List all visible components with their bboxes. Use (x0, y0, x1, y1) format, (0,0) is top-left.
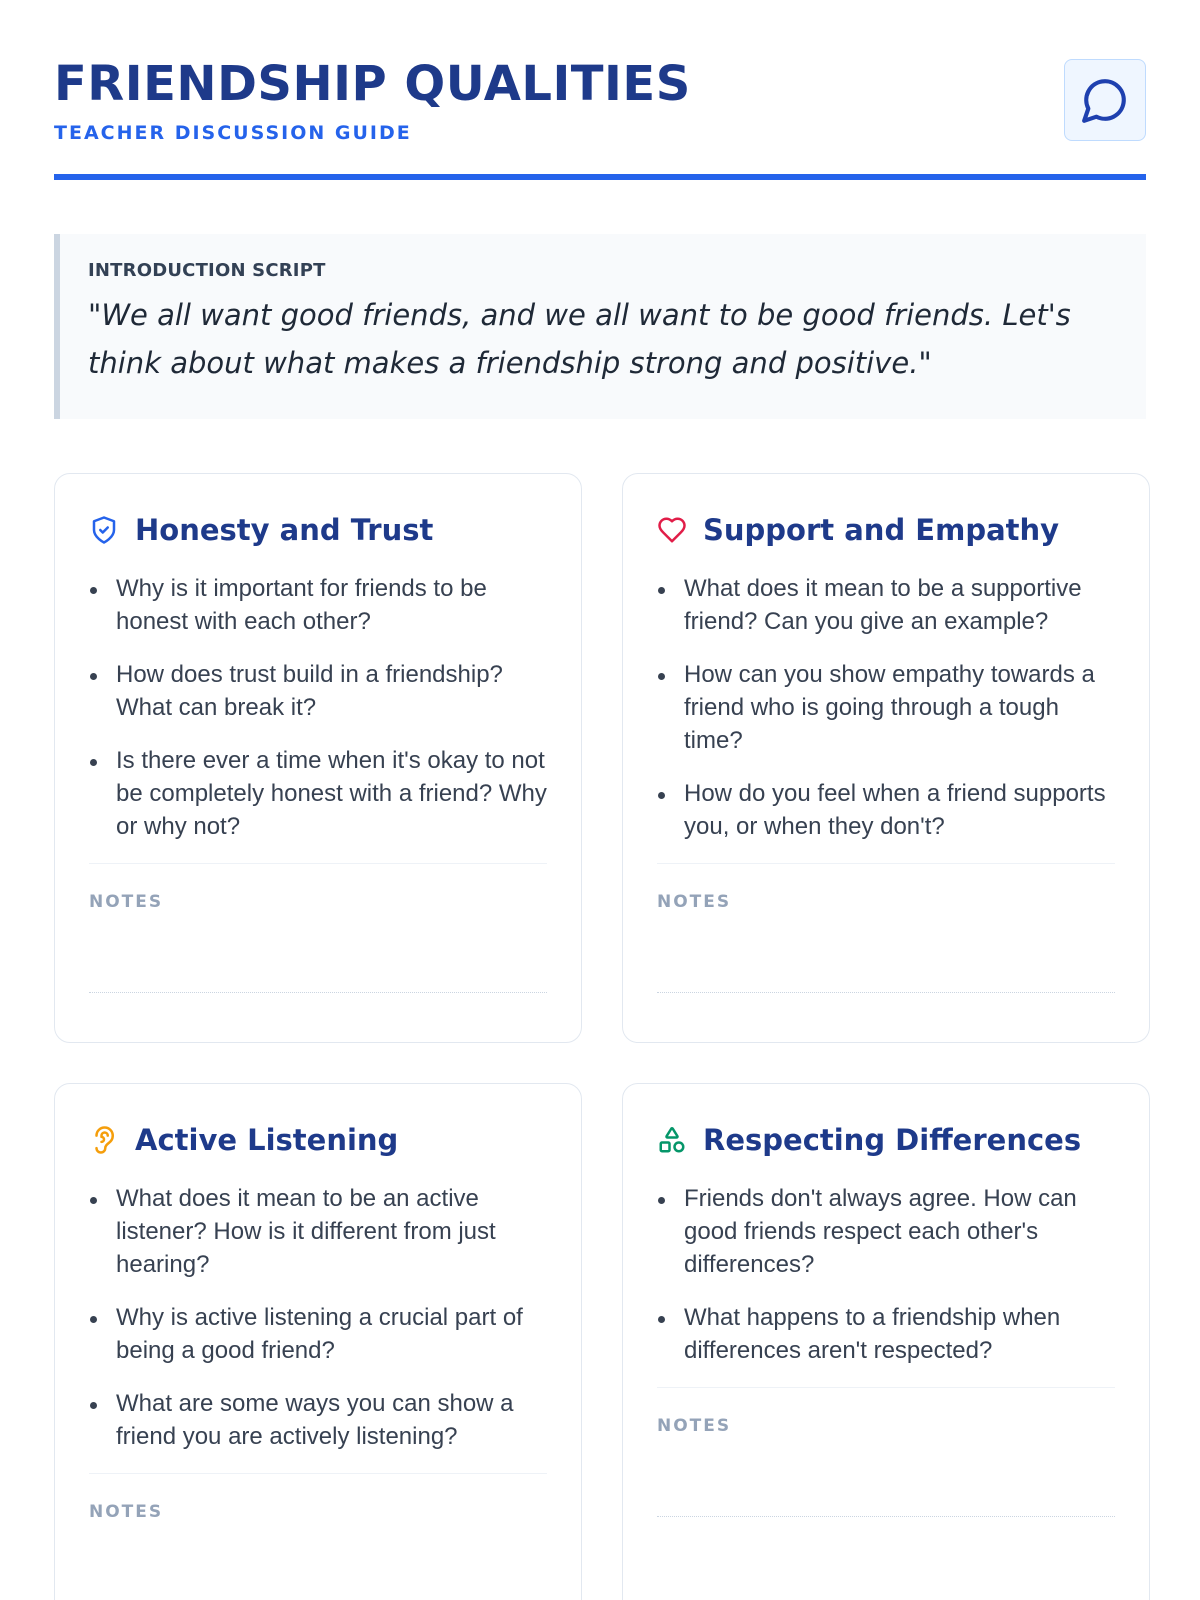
chat-button[interactable] (1064, 59, 1146, 141)
question-item: What does it mean to be a supportive friend? Can you give an example? (657, 572, 1115, 638)
question-item: What happens to a friendship when differences aren't respected? (657, 1301, 1115, 1367)
card-header (657, 510, 1115, 550)
header-divider (54, 174, 1146, 180)
page-subtitle: TEACHER DISCUSSION GUIDE (54, 122, 412, 144)
question-item: Is there ever a time when it's okay to not be completely honest with a friend? Why or why not? (89, 744, 547, 843)
intro-text: "We all want good friends, and we all want to be good friends. Let's think about what makes a friendship strong and positive." (88, 298, 1071, 380)
question-item: How do you feel when a friend supports you, or when they don't? (657, 777, 1115, 843)
topic-card-support (622, 473, 1150, 1043)
question-list (89, 1182, 547, 1453)
page-title: FRIENDSHIP QUALITIES (54, 56, 691, 112)
notes-divider (89, 1473, 547, 1474)
notes-label: NOTES (657, 1416, 732, 1436)
topic-card-differences (622, 1083, 1150, 1600)
question-item: Why is active listening a crucial part of being a good friend? (89, 1301, 547, 1367)
question-list (657, 572, 1115, 843)
card-title: Support and Empathy (703, 513, 1060, 547)
intro-script-box (54, 234, 1146, 419)
notes-field[interactable] (657, 992, 1115, 993)
shield-check-icon (89, 515, 119, 545)
question-item: What are some ways you can show a friend you are actively listening? (89, 1387, 547, 1453)
message-circle-icon (1080, 75, 1130, 125)
shapes-icon (657, 1125, 687, 1155)
notes-field[interactable] (89, 992, 547, 993)
notes-label: NOTES (89, 892, 164, 912)
card-header (657, 1120, 1115, 1160)
card-title: Honesty and Trust (135, 513, 434, 547)
card-title: Respecting Differences (703, 1123, 1082, 1157)
topic-grid (54, 473, 1146, 1600)
ear-icon (89, 1125, 119, 1155)
heart-icon (657, 515, 687, 545)
card-header (89, 1120, 547, 1160)
page-header (54, 0, 1146, 180)
question-item: How can you show empathy towards a friend who is going through a tough time? (657, 658, 1115, 757)
question-item: Friends don't always agree. How can good friends respect each other's differences? (657, 1182, 1115, 1281)
notes-divider (89, 863, 547, 864)
notes-divider (657, 1387, 1115, 1388)
question-list (657, 1182, 1115, 1367)
intro-label: INTRODUCTION SCRIPT (88, 260, 326, 281)
question-list (89, 572, 547, 843)
notes-label: NOTES (89, 1502, 164, 1522)
question-item: What does it mean to be an active listener? How is it different from just hearing? (89, 1182, 547, 1281)
card-header (89, 510, 547, 550)
notes-divider (657, 863, 1115, 864)
notes-field[interactable] (657, 1516, 1115, 1517)
topic-card-honesty (54, 473, 582, 1043)
question-item: Why is it important for friends to be honest with each other? (89, 572, 547, 638)
question-item: How does trust build in a friendship? What can break it? (89, 658, 547, 724)
notes-label: NOTES (657, 892, 732, 912)
topic-card-listening (54, 1083, 582, 1600)
card-title: Active Listening (135, 1123, 399, 1157)
